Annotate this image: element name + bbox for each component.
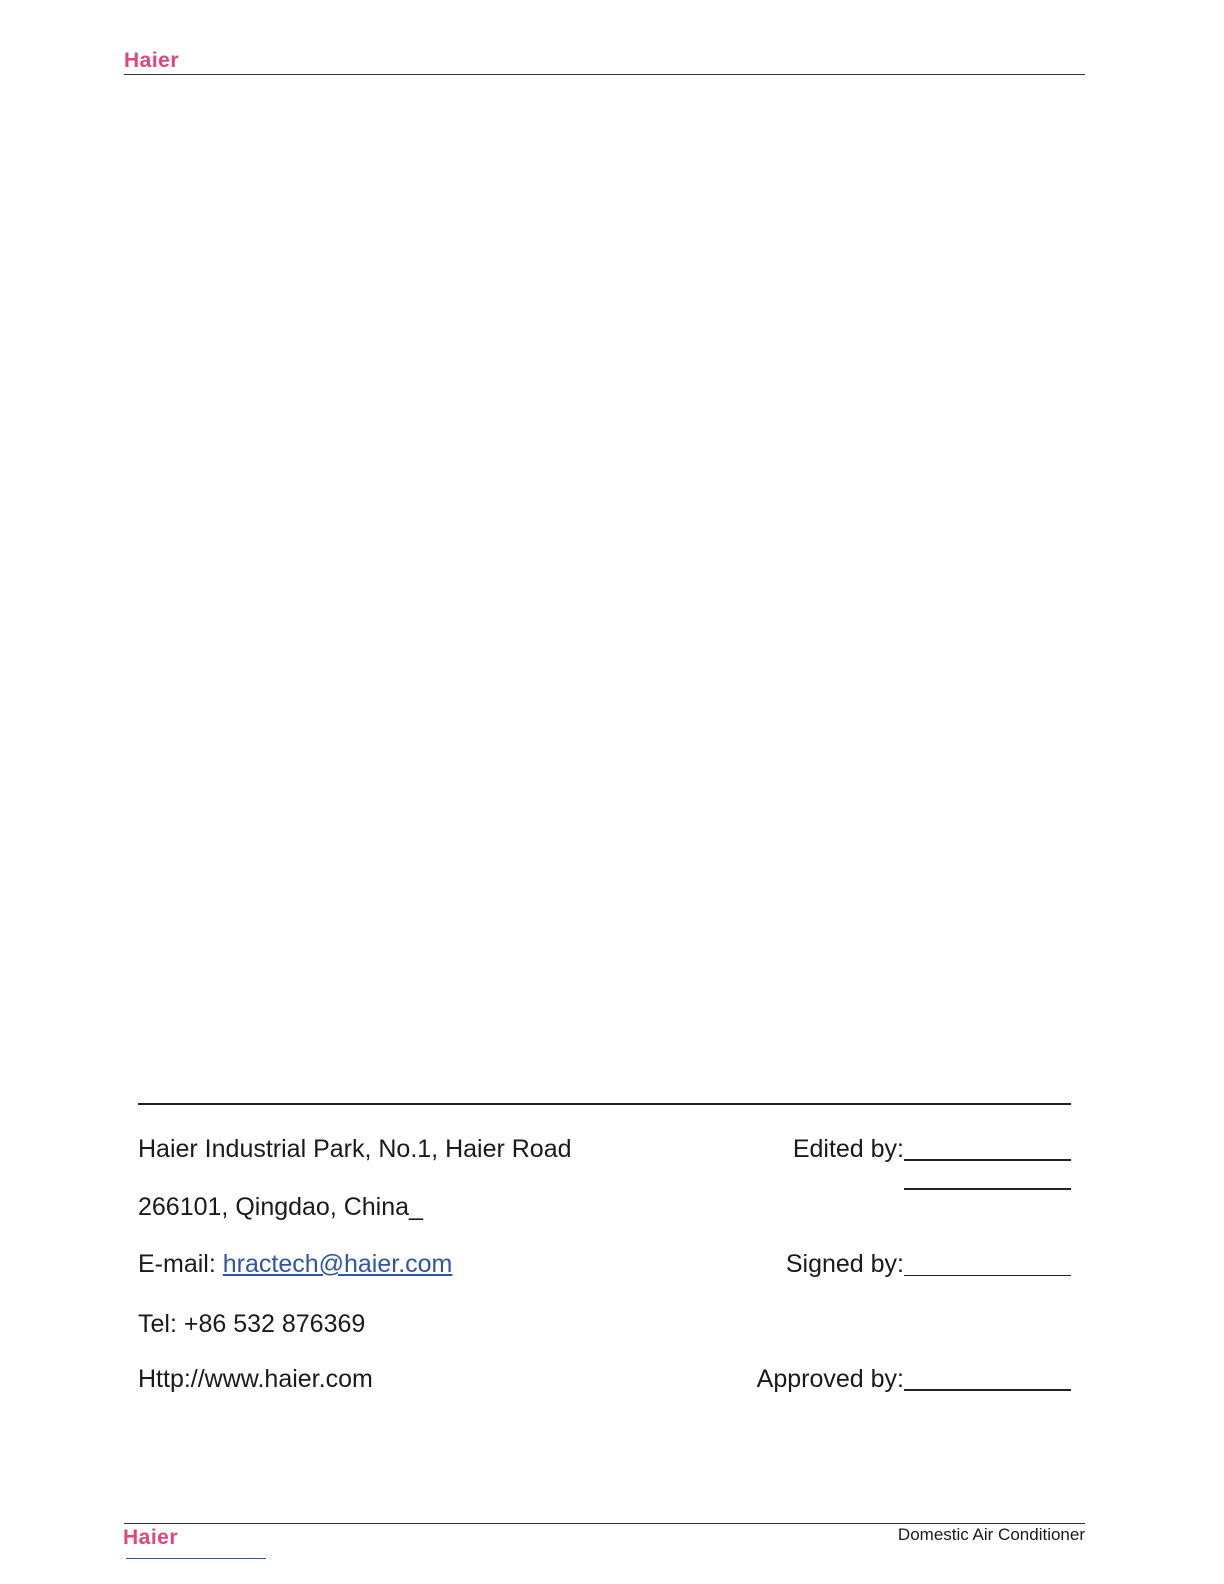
signed-by-signature-line: [904, 1275, 1071, 1276]
address-line-2: 266101, Qingdao, China_: [138, 1193, 423, 1221]
haier-logo-header: Haier: [124, 49, 180, 72]
footer-logo-underline: [126, 1558, 266, 1559]
signed-by-label: Signed by:: [785, 1250, 904, 1278]
haier-logo-footer: Haier: [123, 1526, 179, 1549]
email-row: [138, 1249, 452, 1279]
website-line: Http://www.haier.com: [138, 1365, 373, 1393]
header-divider: [124, 74, 1085, 75]
footer-divider: [124, 1523, 1085, 1524]
blank-signature-line: [904, 1188, 1071, 1190]
blank-signature-field: [904, 1188, 1071, 1193]
edited-by-signature-line: [904, 1159, 1071, 1161]
approved-by-signature-line: [904, 1389, 1071, 1391]
address-line-1: Haier Industrial Park, No.1, Haier Road: [138, 1135, 572, 1163]
edited-by-label: Edited by:: [792, 1135, 904, 1163]
email-label: E-mail:: [138, 1250, 223, 1278]
signed-by-field: [786, 1249, 1071, 1279]
contact-divider: [138, 1103, 1071, 1105]
email-link[interactable]: hractech@haier.com: [222, 1250, 453, 1278]
edited-by-field: [793, 1134, 1071, 1164]
approved-by-field: [757, 1364, 1071, 1394]
footer-product-line: Domestic Air Conditioner: [897, 1525, 1085, 1544]
approved-by-label: Approved by:: [756, 1365, 904, 1393]
tel-line: Tel: +86 532 876369: [138, 1310, 366, 1338]
